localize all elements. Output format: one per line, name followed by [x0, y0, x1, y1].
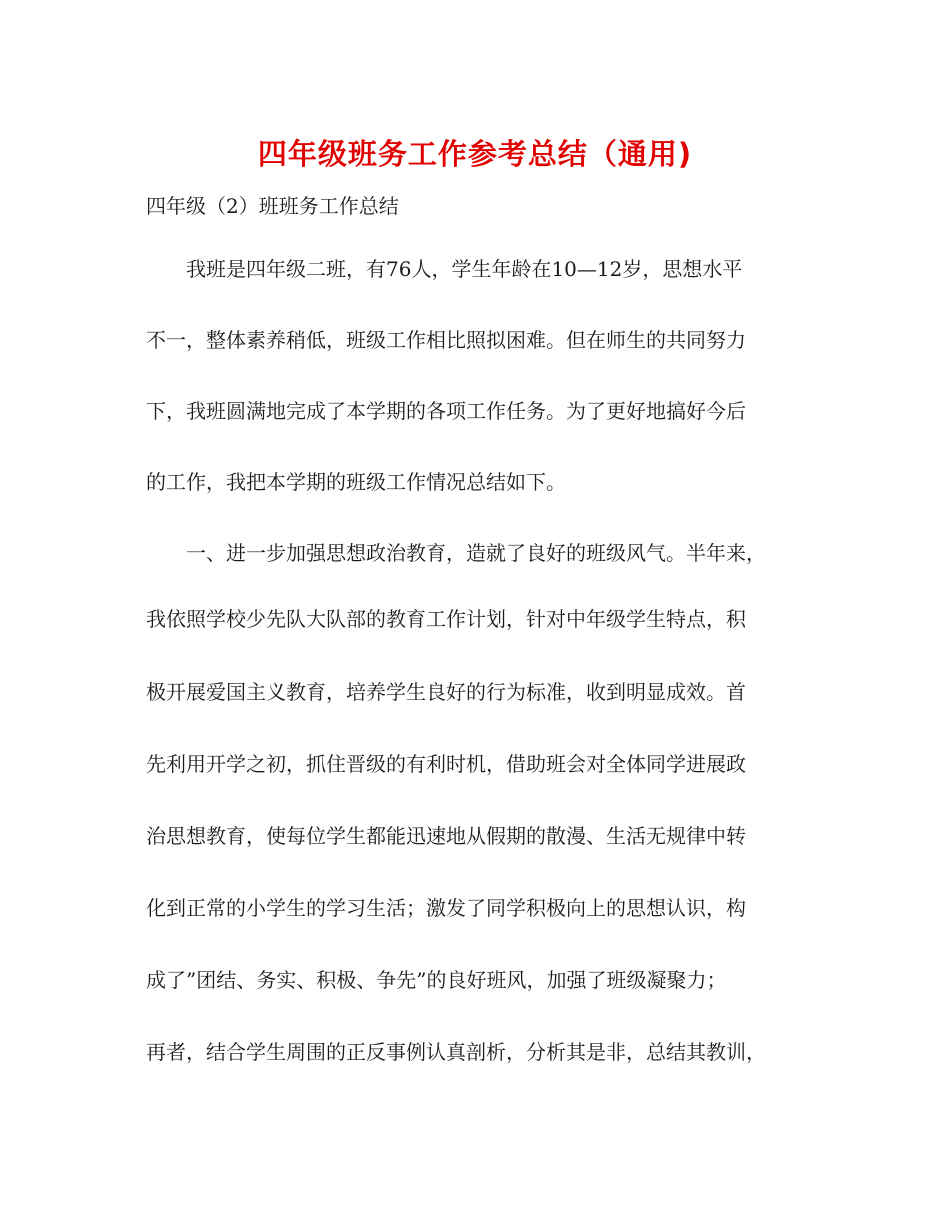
document-subtitle: 四年级（2）班班务工作总结 — [146, 194, 399, 218]
paragraph-2-line-8: 再者，结合学生周围的正反事例认真剖析，分析其是非，总结其教训， — [146, 1040, 766, 1064]
paragraph-2-line-7: 成了”团结、务实、积极、争先”的良好班风，加强了班级凝聚力； — [146, 968, 727, 992]
paragraph-2-line-2: 我依照学校少先队大队部的教育工作计划，针对中年级学生特点，积 — [146, 607, 746, 631]
paragraph-2-line-3: 极开展爱国主义教育，培养学生良好的行为标准，收到明显成效。首 — [146, 680, 746, 704]
paragraph-1-line-4: 的工作，我把本学期的班级工作情况总结如下。 — [146, 470, 566, 494]
paragraph-2-line-1: 一、进一步加强思想政治教育，造就了良好的班级风气。半年来， — [186, 541, 766, 565]
paragraph-2-line-5: 治思想教育，使每位学生都能迅速地从假期的散漫、生活无规律中转 — [146, 824, 746, 848]
paragraph-1-line-3: 下，我班圆满地完成了本学期的各项工作任务。为了更好地搞好今后 — [146, 399, 746, 423]
document-title: 四年级班务工作参考总结（通用) — [257, 137, 693, 171]
paragraph-1-line-2: 不一，整体素养稍低，班级工作相比照拟困难。但在师生的共同努力 — [146, 328, 746, 352]
paragraph-2-line-6: 化到正常的小学生的学习生活；激发了同学积极向上的思想认识，构 — [146, 896, 746, 920]
paragraph-2-line-4: 先利用开学之初，抓住晋级的有利时机，借助班会对全体同学进展政 — [146, 752, 746, 776]
paragraph-1-line-1: 我班是四年级二班，有76人，学生年龄在10—12岁，思想水平 — [186, 257, 743, 281]
